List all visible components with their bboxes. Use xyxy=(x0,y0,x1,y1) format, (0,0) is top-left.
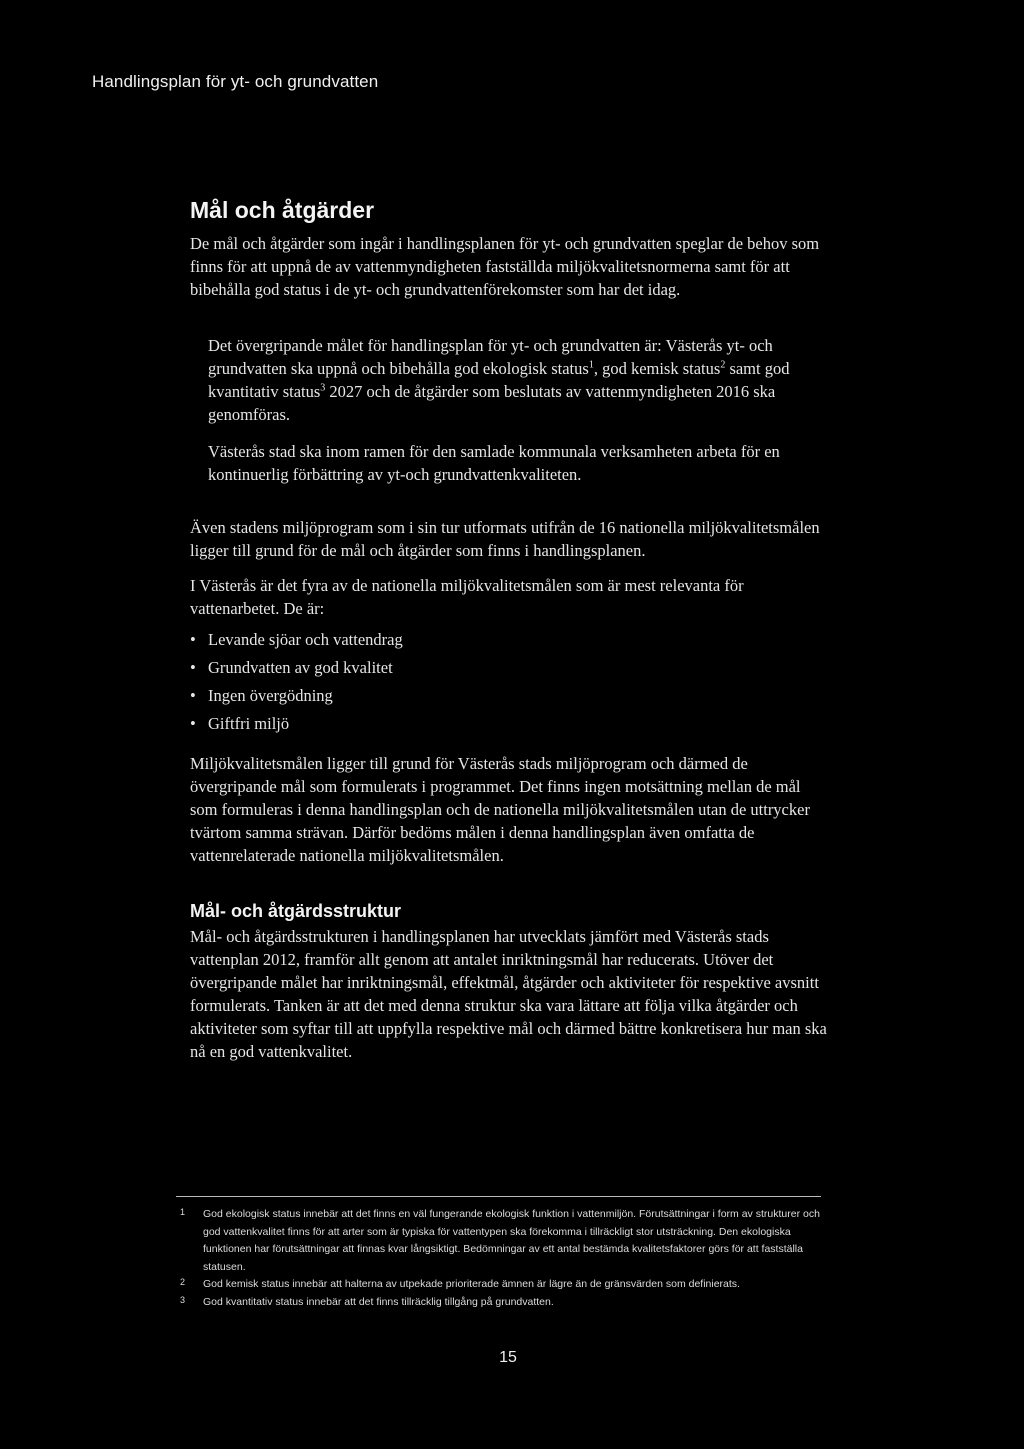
footnotes xyxy=(176,1206,836,1311)
goal-text-part: 2027 och de åtgärder som beslutats av vattenmyndigheten 2016 ska genomföras. xyxy=(208,382,776,424)
footnote-divider xyxy=(176,1196,821,1197)
list-item xyxy=(190,656,830,680)
goal-text-part: samt god kvantitativ status xyxy=(208,359,790,401)
structure-subsection xyxy=(190,899,830,1063)
bullet-icon: • xyxy=(190,714,196,733)
footnote xyxy=(176,1206,836,1276)
list-item-text: Levande sjöar och vattendrag xyxy=(208,630,403,649)
footnote-mark: 3 xyxy=(180,1294,186,1305)
intro-paragraph: De mål och åtgärder som ingår i handlingsplanen för yt- och grundvatten speglar de behov som finns för att uppnå de av vattenmyndigheten fastställda miljökvalitetsnormerna samt för att bibehålla god status i de yt- och grundvattenförekomster som har det idag. xyxy=(190,234,820,299)
bullet-icon: • xyxy=(190,686,196,705)
footnote-ref: 1 xyxy=(588,359,594,371)
list-item xyxy=(190,712,830,736)
environmental-goals-list xyxy=(190,628,830,736)
overall-goal-paragraph xyxy=(208,334,808,426)
goal-text-part: , god kemisk status xyxy=(593,359,721,378)
footnote-ref: 2 xyxy=(720,359,726,371)
page-number: 15 xyxy=(499,1349,517,1366)
body-paragraph: Miljökvalitetsmålen ligger till grund för Västerås stads miljöprogram och därmed de övergripande mål som formulerats i programmet. Det finns ingen motsättning mellan de mål som formuleras i denna handlingsplan och de nationella miljökvalitetsmålen utan de uttrycker tvärtom samma strävan. Därför bedöms målen i denna handlingsplan även omfatta de vattenrelaterade nationella miljökvalitetsmålen. xyxy=(190,754,810,865)
running-header: Handlingsplan för yt- och grundvatten xyxy=(92,72,379,91)
section-title: Mål och åtgärder xyxy=(190,197,375,223)
footnote-text: God ekologisk status innebär att det finns en väl fungerande ekologisk funktion i vattenmiljön. Förutsättningar i form av strukturer och god vattenkvalitet finns för att arter som är typiska för vattentypen ska förekomma i tillräckligt stor utsträckning. Den ekologiska funktionen har förutsättningar att finnas kvar långsiktigt. Bedömningar av ett antal bestämda kvalitetsfaktorer görs för att fastställa statusen. xyxy=(203,1208,820,1273)
list-item-text: Grundvatten av god kvalitet xyxy=(208,658,393,677)
city-goal-paragraph: Västerås stad ska inom ramen för den samlade kommunala verksamheten arbeta för en kontinuerlig förbättring av yt-och grundvattenkvaliteten. xyxy=(208,442,780,484)
bullet-icon: • xyxy=(190,658,196,677)
list-item xyxy=(190,628,830,652)
list-item-text: Giftfri miljö xyxy=(208,714,290,733)
footnote-text: God kvantitativ status innebär att det finns tillräcklig tillgång på grundvatten. xyxy=(203,1295,554,1308)
main-content xyxy=(190,196,830,1063)
bullet-icon: • xyxy=(190,630,196,649)
footnote-mark: 2 xyxy=(180,1277,186,1287)
footnote-ref: 3 xyxy=(320,382,326,394)
goal-text-part: Det övergripande målet för handlingsplan för yt- och grundvatten är: Västerås yt- och grundvatten ska uppnå och bibehålla god ekologisk status xyxy=(208,336,773,378)
footnote xyxy=(176,1276,836,1294)
subsection-title: Mål- och åtgärdsstruktur xyxy=(190,901,402,921)
body-paragraph: I Västerås är det fyra av de nationella miljökvalitetsmålen som är mest relevanta för vattenarbetet. De är: xyxy=(190,576,744,618)
footnote-text: God kemisk status innebär att halterna av utpekade prioriterade ämnen är lägre än de gränsvärden som definierats. xyxy=(203,1278,740,1290)
goal-callout xyxy=(208,334,808,486)
subsection-paragraph: Mål- och åtgärdsstrukturen i handlingsplanen har utvecklats jämfört med Västerås stads vattenplan 2012, framför allt genom att antalet inriktningsmål har reducerats. Utöver det övergripande målet har inriktningsmål, effektmål, åtgärder och aktiviteter för respektive avsnitt formulerats. Tanken är att det med denna struktur ska vara lättare att följa vilka åtgärder och aktiviteter som syftar till att uppfylla respektive mål och därmed bättre konkretisera hur man ska nå en god vattenkvalitet. xyxy=(190,927,827,1061)
body-paragraph: Även stadens miljöprogram som i sin tur utformats utifrån de 16 nationella miljökvalitetsmålen ligger till grund för de mål och åtgärder som finns i handlingsplanen. xyxy=(190,518,820,560)
list-item-text: Ingen övergödning xyxy=(208,686,333,705)
footnote xyxy=(176,1294,836,1312)
list-item xyxy=(190,684,830,708)
footnote-mark: 1 xyxy=(180,1207,186,1217)
